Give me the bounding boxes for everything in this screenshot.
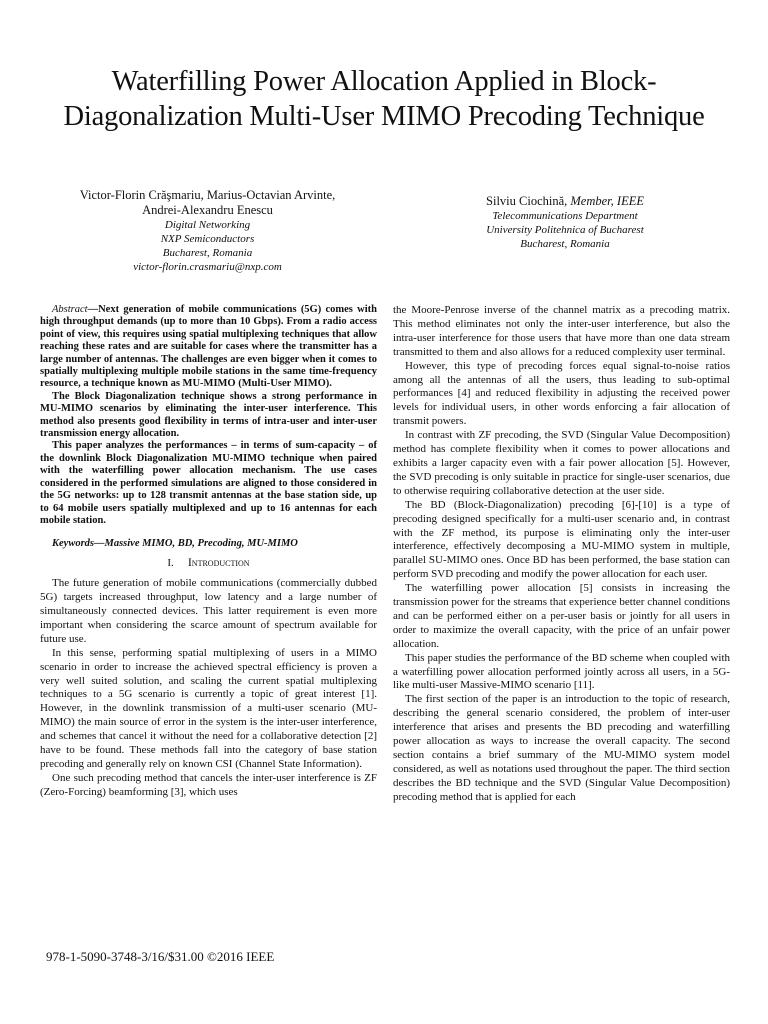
body-paragraph: The first section of the paper is an introduction to the topic of research, describing the general scenario considered, the problem of inter-user interference that arises and presents the BD precoding and waterfilling power allocation as ways to increase the overall capacity. The second section contains a brief summary of the MU-MIMO system model considered, as well as notations used throughout the paper. The third section describes the BD technique and the SVD (Singular Value Decomposition) precoding method that is applied for each xyxy=(393,693,730,803)
authors-left-block xyxy=(40,188,375,274)
right-column xyxy=(393,304,730,805)
body-paragraph: This paper studies the performance of the BD scheme when coupled with a waterfilling power allocation performed jointly across all users, in a 5G-like multi-user Massive-MIMO scenario [11]. xyxy=(393,651,730,692)
abstract-paragraph-1 xyxy=(40,304,377,391)
body-paragraph: In this sense, performing spatial multiplexing of users in a MIMO scenario in order to increase the achieved spectral efficiency is proven a very well suited solution, and scaling the current spatial multiplexing techniques to a 5G scenario is currently a topic of great interest [1]. However, in the downlink transmission of a multi-user scenario (MU-MIMO) the main source of error in the system is the inter-user interference, and schemes that cancel it without the need for a collaborative detection [2] have to be found. These methods fall into the category of base station precoding and generally rely on known CSI (Channel State Information). xyxy=(40,646,377,770)
abstract-paragraph-3: This paper analyzes the performances – in terms of sum-capacity – of the downlink Block Diagonalization MU-MIMO technique when paired with the waterfilling power allocation mechanism. The use cases considered in the performed simulations are aligned to those considered in the 5G networks: up to 128 transmit antennas at the base station side, up to 64 mobile users spatially multiplexed and up to 16 antennas for each mobile station. xyxy=(40,440,377,526)
abstract-paragraph-2: The Block Diagonalization technique shows a strong performance in MU-MIMO scenarios by eliminating the inter-user interference. This method also presents good flexibility in terms of intra-user and inter-user transmission energy allocation. xyxy=(40,390,377,440)
body-paragraph: One such precoding method that cancels the inter-user interference is ZF (Zero-Forcing) beamforming [3], which uses xyxy=(40,771,377,798)
affiliation-org-right: University Politehnica of Bucharest xyxy=(486,224,644,236)
copyright-footer: 978-1-5090-3748-3/16/$31.00 ©2016 IEEE xyxy=(46,949,275,964)
paper-title: Waterfilling Power Allocation Applied in Block-Diagonalization Multi-User MIMO Precoding Technique xyxy=(63,66,705,132)
section-heading xyxy=(40,556,377,571)
abstract xyxy=(40,304,377,527)
author-name-right xyxy=(395,194,735,209)
affiliation-dept: Digital Networking xyxy=(164,219,251,231)
left-column xyxy=(40,304,377,800)
section-number: I. xyxy=(167,557,174,570)
author-role: Member, IEEE xyxy=(570,194,644,208)
author-email: victor-florin.crasmariu@nxp.com xyxy=(133,261,282,273)
section-title: Introduction xyxy=(187,555,250,570)
authors-right-block xyxy=(395,194,735,251)
body-paragraph: However, this type of precoding forces equal signal-to-noise ratios among all the antennas of all the users, thus leading to sub-optimal performances [4] and reduced flexibility in adjusting the received power levels for individual users, in other words enforcing a fair allocation of transmit powers. xyxy=(393,359,730,428)
body-paragraph: The waterfilling power allocation [5] consists in increasing the transmission power for the streams that experience better channel conditions and can be performed either on a per-user basis or jointly for all users in order to maximize the overall capacity, with the price of an unfair power allocation. xyxy=(393,582,730,650)
body-paragraph-continued: the Moore-Penrose inverse of the channel matrix as a precoding matrix. This method eliminates not only the inter-user interference, but also the intra-user interference for those users that have more than one data stream transmitted to them and also allows for a reduced complexity user terminal. xyxy=(393,304,730,358)
body-paragraph: In contrast with ZF precoding, the SVD (Singular Value Decomposition) method has complete flexibility when it comes to power allocations and exhibits a larger capacity even with a fair power allocation [5]. However, the SVD precoding is only suitable in practice for single-user scenarios, due to otherwise requiring collaborative detection at the user side. xyxy=(393,429,730,497)
affiliation-city: Bucharest, Romania xyxy=(162,247,253,259)
keywords: Keywords—Massive MIMO, BD, Precoding, MU-MIMO xyxy=(52,538,298,550)
abstract-lead: Abstract xyxy=(52,304,88,315)
affiliation-dept-right: Telecommunications Department xyxy=(492,210,638,222)
body-paragraph: The future generation of mobile communications (commercially dubbed 5G) targets increased throughput, low latency and a large number of simultaneously connected devices. This latter requirement is even more important when considering the scarce amount of spectrum available for future use. xyxy=(40,577,377,645)
body-paragraph: The BD (Block-Diagonalization) precoding [6]-[10] is a type of precoding designed specifically for a multi-user scenario and, in contrast with the ZF method, its purpose is eliminating only the inter-user interference, effectively decomposing a MU-MIMO system in multiple, parallel SU-MIMO ones. Once BD has been performed, the base station can perform SVD precoding and modify the power allocation for each user. xyxy=(393,498,730,581)
affiliation-city-right: Bucharest, Romania xyxy=(520,238,610,250)
author-name: Silviu Ciochină, xyxy=(486,194,568,208)
abstract-text-1: —Next generation of mobile communications (5G) comes with high throughput demands (up to more than 10 Gbps). From a radio access point of view, this requires using spatial multiplexing techniques that allow reaching these rates and are suitable for cases where the transmitter has a large number of antennas. The challenges are even bigger when it comes to spatially multiplexing multiple mobile stations in the same time-frequency resource, a technique known as MU-MIMO (Multi-User MIMO). xyxy=(40,304,377,390)
author-names-line2: Andrei-Alexandru Enescu xyxy=(142,203,273,217)
author-names-line1: Victor-Florin Crăşmariu, Marius-Octavian Arvinte, xyxy=(79,188,336,202)
affiliation-org: NXP Semiconductors xyxy=(160,233,255,245)
